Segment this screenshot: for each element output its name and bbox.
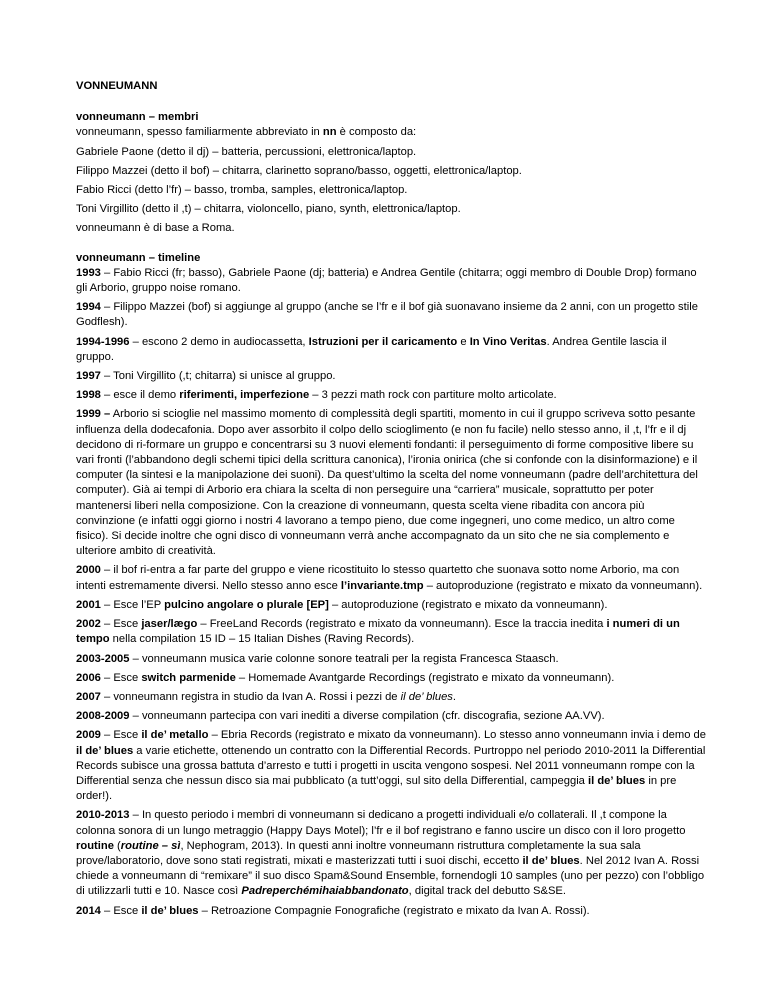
timeline-text: – Esce: [100, 729, 142, 742]
timeline-title: il de’ blues: [141, 904, 199, 917]
timeline-text: – FreeLand Records (registrato e mixato da vonneumann). Esce la traccia inedita: [197, 618, 607, 631]
timeline-entry: [76, 563, 706, 593]
timeline-year: 1998: [76, 389, 101, 402]
timeline-text: , digital track del debutto S&SE.: [408, 885, 566, 898]
timeline-entry: [76, 335, 706, 365]
timeline-entry: [76, 407, 706, 559]
timeline-title: routine – sì: [120, 839, 181, 852]
timeline-entry: [76, 690, 706, 705]
timeline-year: 2002: [76, 618, 101, 631]
timeline-year: 1994: [76, 301, 101, 314]
document-page: [76, 79, 706, 923]
timeline-year: 2009: [76, 729, 101, 742]
timeline-text: – autoproduzione (registrato e mixato da vonneumann).: [328, 598, 608, 611]
timeline-title: In Vino Veritas: [469, 335, 547, 348]
timeline-title: pulcino angolare o plurale [EP]: [164, 598, 329, 611]
timeline-title: i numeri di un tempo: [76, 618, 680, 646]
timeline-entry: [76, 904, 706, 919]
timeline-title: routine: [76, 839, 114, 852]
timeline-text: in pre order!).: [76, 774, 677, 803]
timeline-entry: [76, 808, 706, 899]
document-title: VONNEUMANN: [76, 80, 158, 92]
timeline-text: , Nephogram, 2013). In questi anni inoltre vonneumann ristruttura completamente la sua sala prove/laboratorio, dove sono stati registrati, mixati e masterizzati tutti i suoi dischi, eccetto: [76, 839, 641, 867]
timeline-text: – Esce: [100, 671, 142, 684]
member-line: Fabio Ricci (detto l’fr) – basso, tromba, samples, elettronica/laptop.: [76, 184, 408, 197]
timeline-text: – 3 pezzi math rock con partiture molto articolate.: [309, 389, 557, 402]
timeline-text: – Esce l’EP: [100, 598, 165, 611]
member-line: Gabriele Paone (detto il dj) – batteria, percussioni, elettronica/laptop.: [76, 145, 417, 158]
timeline-text: .: [452, 690, 456, 703]
members-intro-abbrev: nn: [322, 126, 337, 139]
timeline-year: 2001: [76, 598, 101, 611]
timeline-title: il de’ blues: [588, 774, 646, 787]
timeline-text: (: [113, 839, 121, 852]
members-intro-text-end: è composto da:: [336, 126, 417, 139]
timeline-year: 2003-2005: [76, 652, 130, 665]
timeline-year: 2000: [76, 564, 101, 577]
timeline-title: il de’ blues: [522, 854, 580, 867]
timeline-section: [76, 251, 706, 919]
timeline-text: – Toni Virgillito (,t; chitarra) si unisce al gruppo.: [100, 370, 336, 383]
timeline-text: – Fabio Ricci (fr; basso), Gabriele Paone (dj; batteria) e Andrea Gentile (chitarra; oggi membro di Double Drop) formano gli Arborio, gruppo noise romano.: [76, 266, 697, 295]
timeline-text: nella compilation 15 ID – 15 Italian Dishes (Raving Records).: [109, 633, 415, 646]
timeline-entry: [76, 598, 706, 613]
timeline-title: Istruzioni per il caricamento: [308, 335, 458, 348]
members-section: [76, 110, 706, 236]
timeline-entry: [76, 671, 706, 686]
timeline-year: 2008-2009: [76, 710, 130, 723]
timeline-text: Arborio si scioglie nel massimo momento di complessità degli spartiti, momento in cui il gruppo scriveva sotto pesante influenza della dodecafonia. Dopo aver assorbito il colpo dello scioglimento (e non fu facile) nello stesso anno, il ,t, l’fr e il dj decidono di ri-formare un gruppo e concentrarsi su 3 nuovi elementi fondanti: il perseguimento di forme compositive libere su vari fronti (l’abbandono degli schemi tipici della scrittura canonica), l’ironia onirica (che si confonde con la disinformazione) e il computer (la sintesi e la manipolazione dei suoni). Da quest’ultimo la scelta del nome vonneumann (padre dell’architettura del computer). Già ai tempi di Arborio era chiara la scelta di non perseguire una “carriera” musicale, soprattutto per poter mantenersi liberi nella composizione. Con la creazione di vonneumann, questa scelta viene ribadita con ancora più convinzione (e infatti oggi giorno i nostri 4 lavorano a tempo pieno, due come ingegneri, uno come medico, un altro come fisico). Si decide inoltre che ogni disco di vonneumann verrà anche accompagnato da un sito che ne sia complemento e ulteriore ambito di creatività.: [76, 408, 698, 558]
timeline-title: switch parmenide: [141, 671, 236, 684]
timeline-entry: [76, 388, 706, 403]
timeline-entry: [76, 709, 706, 724]
timeline-text: – autoproduzione (registrato e mixato da vonneumann).: [423, 579, 703, 592]
timeline-heading: vonneumann – timeline: [76, 251, 201, 264]
timeline-title: il de’ blues: [400, 690, 453, 703]
timeline-title: jaser/lægo: [141, 618, 198, 631]
timeline-year: 1997: [76, 370, 101, 383]
timeline-text: . Nel 2012 Ivan A. Rossi chiede a vonneumann di “remixare” il suo disco Spam&Sound Ensemble, fornendogli 10 samples (uno per pezzo) con l’obbligo di utilizzarli tutti e 10. Nasce così: [76, 854, 705, 898]
timeline-text: – Filippo Mazzei (bof) si aggiunge al gruppo (anche se l’fr e il bof già suonavano insieme da 2 anni, con un progetto stile Godflesh).: [76, 301, 698, 329]
timeline-text: – In questo periodo i membri di vonneumann si dedicano a progetti individuali e/o collaterali. Il ,t compone la colonna sonora di un lungo metraggio (Happy Days Motel); l’fr e il bof registrano e fanno uscire un disco con il loro progetto: [76, 809, 686, 837]
timeline-text: – Esce: [100, 618, 142, 631]
timeline-entry: [76, 652, 706, 667]
timeline-title: il de’ blues: [76, 744, 134, 757]
timeline-text: – vonneumann musica varie colonne sonore teatrali per la regista Francesca Staasch.: [129, 652, 559, 665]
timeline-year: 1993: [76, 266, 101, 279]
timeline-year: 2007: [76, 690, 101, 703]
timeline-entry: [76, 369, 706, 384]
member-line: Filippo Mazzei (detto il bof) – chitarra, clarinetto soprano/basso, oggetti, elettronica/laptop.: [76, 164, 522, 177]
timeline-text: – Homemade Avantgarde Recordings (registrato e mixato da vonneumann).: [235, 671, 615, 684]
timeline-text: a varie etichette, ottenendo un contratto con la Differential Records. Purtroppo nel periodo 2010-2011 la Differential Records subisce una grossa battuta d’arresto e tutti i progetti in uscita vengono sospesi. Nel 2011 vonneumann rompe con la Differential senza che nessun disco sia mai pubblicato (a tutt’oggi, sul sito della Differential, campeggia: [76, 744, 706, 787]
timeline-text: – escono 2 demo in audiocassetta,: [129, 335, 309, 348]
timeline-title: riferimenti, imperfezione: [179, 389, 310, 402]
timeline-entry: [76, 300, 706, 330]
timeline-year: 1999 –: [76, 408, 111, 421]
timeline-title: il de’ metallo: [141, 729, 209, 742]
members-intro: [76, 125, 706, 140]
timeline-year: 2006: [76, 671, 101, 684]
timeline-year: 1994-1996: [76, 335, 130, 348]
timeline-text: – vonneumann registra in studio da Ivan A. Rossi i pezzi de: [100, 690, 401, 703]
timeline-year: 2010-2013: [76, 809, 130, 822]
timeline-entry: [76, 266, 706, 296]
members-location: vonneumann è di base a Roma.: [76, 222, 235, 235]
timeline-text: – vonneumann partecipa con vari inediti a diverse compilation (cfr. discografia, sezione AA.VV).: [129, 710, 605, 723]
member-line: Toni Virgillito (detto il ,t) – chitarra, violoncello, piano, synth, elettronica/laptop.: [76, 203, 461, 216]
timeline-text: . Andrea Gentile lascia il gruppo.: [76, 335, 667, 363]
timeline-title: Padreperchémihaiabbandonato: [241, 885, 409, 898]
timeline-list: [76, 266, 706, 919]
timeline-year: 2014: [76, 904, 101, 917]
timeline-title: l’invariante.tmp: [340, 579, 424, 592]
members-intro-text: vonneumann, spesso familiarmente abbreviato in: [76, 126, 323, 139]
timeline-text: e: [457, 335, 470, 348]
timeline-text: – Esce: [100, 904, 142, 917]
timeline-text: – Retroazione Compagnie Fonografiche (registrato e mixato da Ivan A. Rossi).: [198, 904, 590, 917]
timeline-text: – Ebria Records (registrato e mixato da vonneumann). Lo stesso anno vonneumann invia i demo de: [208, 729, 706, 742]
timeline-text: – il bof ri-entra a far parte del gruppo e viene ricostituito lo stesso quartetto che suonava sotto nome Arborio, ma con intenti estremamente diversi. Nello stesso anno esce: [76, 564, 680, 592]
timeline-text: – esce il demo: [100, 389, 180, 402]
members-heading: vonneumann – membri: [76, 111, 199, 124]
timeline-entry: [76, 728, 706, 804]
timeline-entry: [76, 617, 706, 647]
